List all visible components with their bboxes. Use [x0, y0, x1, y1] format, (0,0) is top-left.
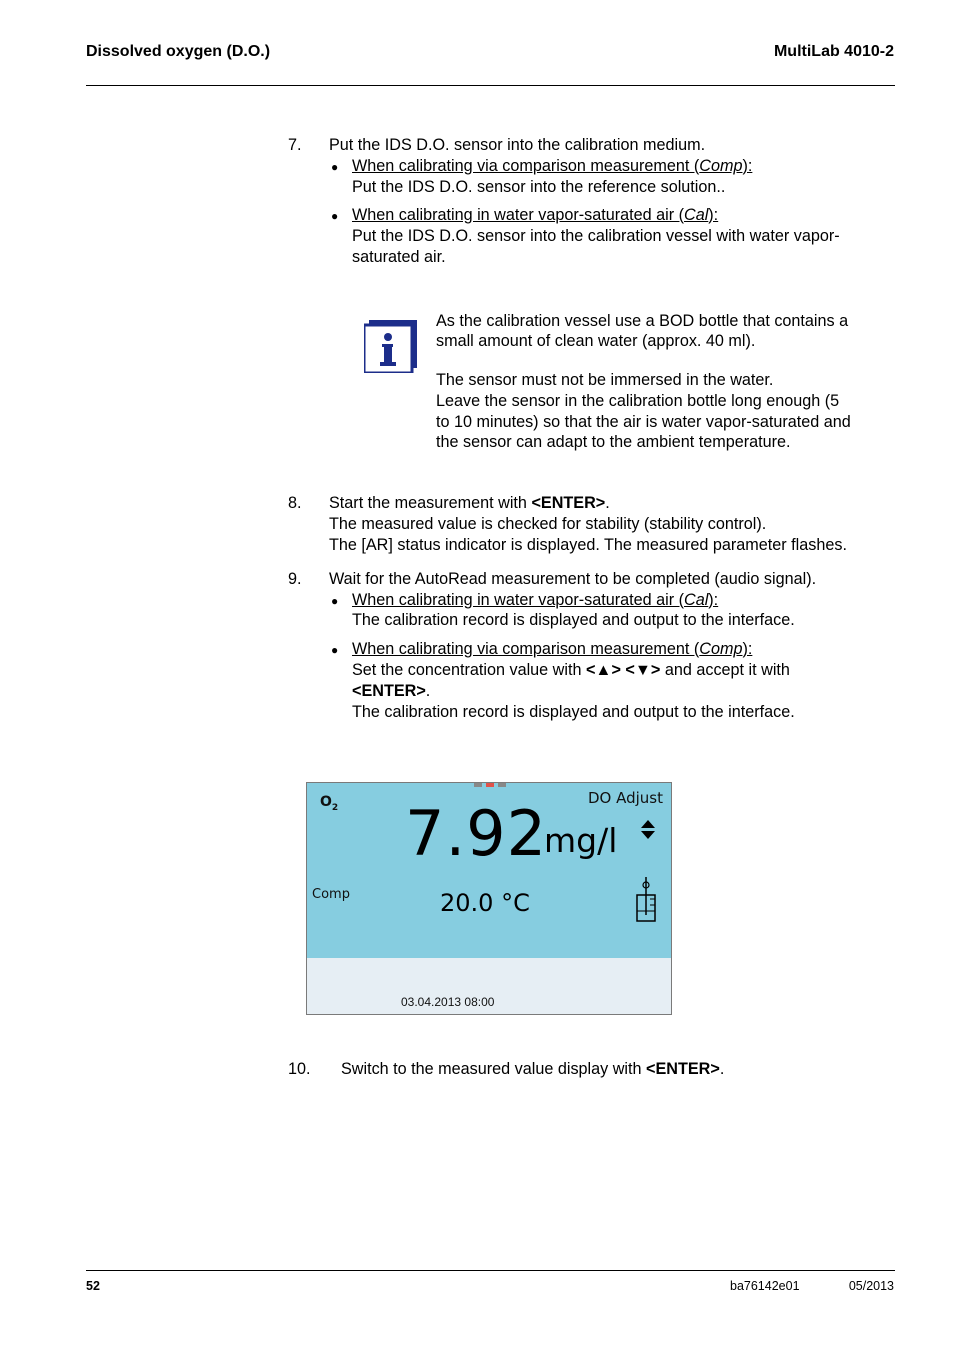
step-9-bullet-2-line-2: <ENTER>. [352, 682, 431, 700]
step-10-text: Switch to the measured value display with <ENTER>. [341, 1060, 725, 1078]
note-line: The sensor must not be immersed in the water. [436, 371, 774, 389]
mode-label: DO Adjust [587, 789, 663, 807]
step-9-bullet-2-line-3: The calibration record is displayed and output to the interface. [352, 703, 795, 721]
step-7-bullet-1-text: Put the IDS D.O. sensor into the reference solution.. [352, 178, 726, 196]
datetime-label: 03.04.2013 08:00 [401, 995, 495, 1009]
unit-label: mg/l [544, 821, 618, 860]
step-9-bullet-2-line-1: Set the concentration value with <▲> <▼> and accept it with [352, 661, 790, 679]
step-9-bullet-1-text: The calibration record is displayed and output to the interface. [352, 611, 795, 629]
step-9-text: Wait for the AutoRead measurement to be completed (audio signal). [329, 570, 817, 588]
document-number: ba76142e01 [730, 1279, 800, 1293]
step-7-bullet-2-line-2: saturated air. [352, 248, 446, 266]
note-line: As the calibration vessel use a BOD bottle that contains a [436, 312, 849, 330]
step-7-number: 7. [288, 136, 302, 154]
parameter-label: $O_2$ [320, 794, 339, 813]
step-8-line-1: Start the measurement with <ENTER>. [329, 494, 610, 512]
measured-value: 7.92 [405, 797, 548, 870]
step-7-text: Put the IDS D.O. sensor into the calibration medium. [329, 136, 706, 154]
header-model: MultiLab 4010-2 [773, 43, 894, 60]
temperature-value: 20.0 °C [440, 889, 530, 917]
step-9-bullet-2-title: When calibrating via comparison measurement (Comp): [352, 640, 753, 658]
up-down-arrows-icon [640, 820, 656, 840]
display-screen [307, 783, 671, 958]
step-7-bullet-2-title: When calibrating in water vapor-saturated air (Cal): [352, 206, 719, 224]
method-label: Comp [312, 887, 350, 902]
step-8-line-3: The [AR] status indicator is displayed. The measured parameter flashes. [329, 536, 847, 554]
header-rule [86, 85, 895, 86]
header-title: Dissolved oxygen (D.O.) [86, 43, 271, 60]
ar-status-marks [474, 783, 506, 787]
step-9-number: 9. [288, 570, 302, 588]
footer-rule [86, 1270, 895, 1271]
bullet-icon: ● [331, 643, 339, 657]
step-10-number: 10. [288, 1060, 311, 1078]
step-8-number: 8. [288, 494, 302, 512]
bullet-icon: ● [331, 160, 339, 174]
step-7-bullet-2-line-1: Put the IDS D.O. sensor into the calibration vessel with water vapor- [352, 227, 840, 245]
bullet-icon: ● [331, 209, 339, 223]
step-7-bullet-1-title: When calibrating via comparison measurement (Comp): [352, 157, 753, 175]
note-line: small amount of clean water (approx. 40 ml). [436, 332, 756, 350]
bullet-icon: ● [331, 594, 339, 608]
note-line: the sensor can adapt to the ambient temperature. [436, 433, 791, 451]
page-number: 52 [86, 1279, 100, 1293]
instrument-display [306, 782, 672, 1015]
document-date: 05/2013 [848, 1279, 894, 1293]
calibration-vessel-icon [633, 875, 661, 923]
step-8-line-2: The measured value is checked for stability (stability control). [329, 515, 767, 533]
note-line: Leave the sensor in the calibration bottle long enough (5 [436, 392, 840, 410]
note-line: to 10 minutes) so that the air is water vapor-saturated and [436, 413, 851, 431]
info-icon [364, 320, 417, 373]
step-9-bullet-1-title: When calibrating in water vapor-saturated air (Cal): [352, 591, 719, 609]
